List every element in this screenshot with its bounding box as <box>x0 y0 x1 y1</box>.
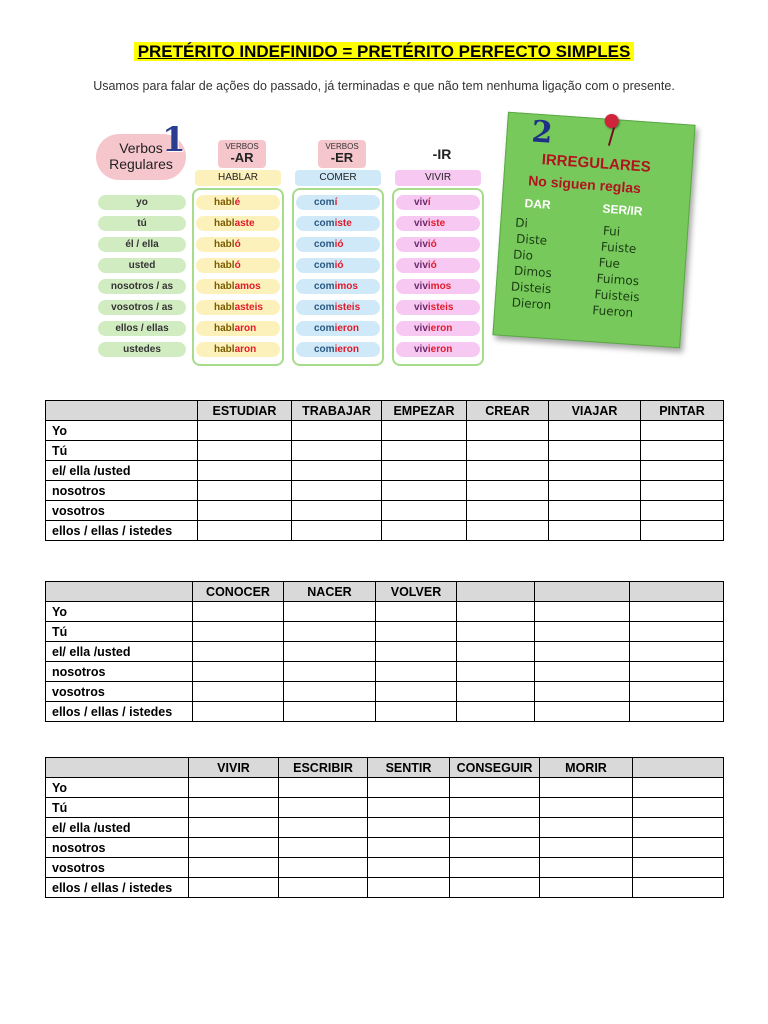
ir-form <box>396 195 480 210</box>
pronoun-row-label: el/ ella /usted <box>46 461 198 481</box>
verb-column-header: NACER <box>284 582 376 602</box>
verb-column-header: EMPEZAR <box>382 401 467 421</box>
page-subtitle: Usamos para falar de ações do passado, já terminadas e que não tem nenhuma ligação com o presente. <box>93 79 675 93</box>
table-row <box>46 501 724 521</box>
verb-ending: imos <box>427 281 452 292</box>
irregular-verbs-note <box>492 112 695 349</box>
answer-cell[interactable] <box>189 798 279 818</box>
answer-cell[interactable] <box>549 421 641 441</box>
verb-ending: ió <box>427 239 437 250</box>
ser-ir-form: Fui <box>602 223 621 239</box>
answer-cell[interactable] <box>633 878 724 898</box>
answer-cell[interactable] <box>457 622 535 642</box>
answer-cell[interactable] <box>457 662 535 682</box>
note-number: 2 <box>530 114 554 151</box>
dar-form: Dio <box>512 247 534 263</box>
verb-stem: com <box>314 281 335 292</box>
answer-cell[interactable] <box>376 602 457 622</box>
ar-group-header <box>218 140 266 168</box>
answer-cell[interactable] <box>382 421 467 441</box>
er-form <box>296 216 380 231</box>
note-subheading: No siguen reglas <box>527 172 642 197</box>
pronoun-label: yo <box>98 195 186 210</box>
dar-form: Disteis <box>510 279 552 297</box>
answer-cell[interactable] <box>368 798 450 818</box>
answer-cell[interactable] <box>284 702 376 722</box>
verb-ending: í <box>427 197 431 208</box>
verb-stem: com <box>314 197 335 208</box>
answer-cell[interactable] <box>633 818 724 838</box>
answer-cell[interactable] <box>198 421 292 441</box>
pronoun-label: ellos / ellas <box>98 321 186 336</box>
ar-form <box>196 195 280 210</box>
answer-cell[interactable] <box>540 778 633 798</box>
er-form <box>296 321 380 336</box>
ir-column-frame <box>392 188 484 366</box>
ir-form <box>396 279 480 294</box>
page-title <box>0 42 768 62</box>
answer-cell[interactable] <box>535 682 630 702</box>
table-row <box>46 642 724 662</box>
answer-cell[interactable] <box>189 818 279 838</box>
pronoun-label: nosotros / as <box>98 279 186 294</box>
ar-form <box>196 216 280 231</box>
er-form <box>296 237 380 252</box>
answer-cell[interactable] <box>540 838 633 858</box>
answer-cell[interactable] <box>450 798 540 818</box>
answer-cell[interactable] <box>633 838 724 858</box>
ir-form <box>396 258 480 273</box>
ser-ir-title: SER/IR <box>602 201 643 219</box>
answer-cell[interactable] <box>284 682 376 702</box>
pronoun-row-label: Tú <box>46 622 193 642</box>
answer-cell[interactable] <box>292 461 382 481</box>
verb-column-header: CREAR <box>467 401 549 421</box>
ar-form <box>196 321 280 336</box>
verb-stem: com <box>314 260 335 271</box>
header-corner-cell <box>46 401 198 421</box>
answer-cell[interactable] <box>292 441 382 461</box>
verb-ending: ió <box>334 239 344 250</box>
table-row <box>46 878 724 898</box>
verb-ending: ieron <box>427 323 453 334</box>
badge-number: 1 <box>162 120 186 160</box>
answer-cell[interactable] <box>382 461 467 481</box>
verb-ending: isteis <box>427 302 454 313</box>
answer-cell[interactable] <box>292 481 382 501</box>
verb-stem: viv <box>414 281 428 292</box>
answer-cell[interactable] <box>549 521 641 541</box>
verb-stem: viv <box>414 239 428 250</box>
answer-cell[interactable] <box>382 501 467 521</box>
answer-cell[interactable] <box>376 622 457 642</box>
ar-group-ending: -AR <box>230 150 254 165</box>
answer-cell[interactable] <box>450 878 540 898</box>
er-infinitive: COMER <box>295 170 381 186</box>
er-form <box>296 342 380 357</box>
note-heading: IRREGULARES <box>541 151 652 176</box>
verb-ending: ó <box>234 260 241 271</box>
pronoun-row-label: Yo <box>46 421 198 441</box>
answer-cell[interactable] <box>450 838 540 858</box>
verb-ending: amos <box>234 281 261 292</box>
pushpin-needle <box>608 126 615 146</box>
answer-cell[interactable] <box>376 662 457 682</box>
verb-stem: habl <box>214 323 235 334</box>
answer-cell[interactable] <box>376 642 457 662</box>
verb-ending: é <box>234 197 241 208</box>
ar-infinitive: HABLAR <box>195 170 281 186</box>
verb-column-header: ESCRIBIR <box>279 758 368 778</box>
pronoun-row-label: nosotros <box>46 838 189 858</box>
badge-line-1: Verbos <box>119 140 163 156</box>
answer-cell[interactable] <box>641 441 724 461</box>
pronoun-row-label: ellos / ellas / istedes <box>46 878 189 898</box>
verb-column-header: TRABAJAR <box>292 401 382 421</box>
table-row <box>46 441 724 461</box>
pronoun-label: él / ella <box>98 237 186 252</box>
dar-form: Di <box>514 215 529 231</box>
table-row <box>46 818 724 838</box>
verb-stem: viv <box>414 323 428 334</box>
verb-ending: ieron <box>334 344 360 355</box>
answer-cell[interactable] <box>279 798 368 818</box>
verb-stem: viv <box>414 344 428 355</box>
verb-column-header: VIAJAR <box>549 401 641 421</box>
pronoun-row-label: Yo <box>46 602 193 622</box>
verb-column-header: CONSEGUIR <box>450 758 540 778</box>
verb-ending: ó <box>234 239 241 250</box>
verb-stem: viv <box>414 197 428 208</box>
answer-cell[interactable] <box>193 702 284 722</box>
answer-cell[interactable] <box>368 838 450 858</box>
table-row <box>46 778 724 798</box>
er-form <box>296 279 380 294</box>
answer-cell[interactable] <box>284 622 376 642</box>
answer-cell[interactable] <box>382 481 467 501</box>
answer-cell[interactable] <box>467 421 549 441</box>
verb-column-header <box>457 582 535 602</box>
ir-infinitive: VIVIR <box>395 170 481 186</box>
er-group-ending: -ER <box>330 150 354 165</box>
verb-column-header: VOLVER <box>376 582 457 602</box>
pronoun-label: ustedes <box>98 342 186 357</box>
answer-cell[interactable] <box>457 702 535 722</box>
verb-column-header: CONOCER <box>193 582 284 602</box>
answer-cell[interactable] <box>535 622 630 642</box>
answer-cell[interactable] <box>457 602 535 622</box>
table-row <box>46 481 724 501</box>
table-row <box>46 798 724 818</box>
pronoun-row-label: Tú <box>46 441 198 461</box>
header-corner-cell <box>46 582 193 602</box>
table-row <box>46 521 724 541</box>
ar-column-frame <box>192 188 284 366</box>
answer-cell[interactable] <box>284 602 376 622</box>
table-header-row <box>46 401 724 421</box>
answer-cell[interactable] <box>467 481 549 501</box>
verb-ending: ió <box>427 260 437 271</box>
verb-stem: com <box>314 344 335 355</box>
table-row <box>46 602 724 622</box>
verb-ending: ieron <box>427 344 453 355</box>
ir-group-ending: -IR <box>432 146 452 162</box>
answer-cell[interactable] <box>189 778 279 798</box>
answer-cell[interactable] <box>198 461 292 481</box>
pronoun-row-label: Tú <box>46 798 189 818</box>
answer-cell[interactable] <box>193 642 284 662</box>
header-corner-cell <box>46 758 189 778</box>
verb-ending: isteis <box>334 302 361 313</box>
dar-title: DAR <box>524 196 552 212</box>
er-column-frame <box>292 188 384 366</box>
answer-cell[interactable] <box>540 798 633 818</box>
table-row <box>46 461 724 481</box>
answer-cell[interactable] <box>540 858 633 878</box>
verb-column-header: MORIR <box>540 758 633 778</box>
verb-ending: aron <box>234 344 257 355</box>
table-row <box>46 838 724 858</box>
answer-cell[interactable] <box>450 818 540 838</box>
verb-column-header: PINTAR <box>641 401 724 421</box>
pronoun-row-label: vosotros <box>46 501 198 521</box>
answer-cell[interactable] <box>279 818 368 838</box>
pronoun-row-label: ellos / ellas / istedes <box>46 521 198 541</box>
pushpin-icon <box>604 113 619 128</box>
answer-cell[interactable] <box>382 521 467 541</box>
answer-cell[interactable] <box>540 818 633 838</box>
answer-cell[interactable] <box>292 501 382 521</box>
answer-cell[interactable] <box>641 501 724 521</box>
answer-cell[interactable] <box>189 858 279 878</box>
ser-ir-form: Fuisteis <box>594 287 641 305</box>
table-row <box>46 622 724 642</box>
answer-cell[interactable] <box>189 878 279 898</box>
answer-cell[interactable] <box>368 878 450 898</box>
ir-form <box>396 300 480 315</box>
verb-stem: habl <box>214 239 235 250</box>
answer-cell[interactable] <box>549 441 641 461</box>
worksheet-table-1 <box>45 400 724 541</box>
verb-stem: com <box>314 302 335 313</box>
verb-ending: asteis <box>234 302 263 313</box>
verb-stem: habl <box>214 260 235 271</box>
pronoun-row-label: nosotros <box>46 662 193 682</box>
verb-stem: habl <box>214 344 235 355</box>
pronoun-row-label: nosotros <box>46 481 198 501</box>
ir-form <box>396 342 480 357</box>
verb-ending: aste <box>234 218 255 229</box>
verb-stem: viv <box>414 218 428 229</box>
answer-cell[interactable] <box>368 818 450 838</box>
answer-cell[interactable] <box>549 481 641 501</box>
answer-cell[interactable] <box>189 838 279 858</box>
verb-ending: iste <box>334 218 352 229</box>
answer-cell[interactable] <box>467 461 549 481</box>
pronoun-row-label: vosotros <box>46 682 193 702</box>
answer-cell[interactable] <box>633 858 724 878</box>
verb-column-header <box>630 582 724 602</box>
answer-cell[interactable] <box>535 702 630 722</box>
pronoun-row-label: Yo <box>46 778 189 798</box>
answer-cell[interactable] <box>630 602 724 622</box>
verb-stem: habl <box>214 281 235 292</box>
answer-cell[interactable] <box>279 878 368 898</box>
answer-cell[interactable] <box>193 602 284 622</box>
answer-cell[interactable] <box>382 441 467 461</box>
verb-stem: habl <box>214 302 235 313</box>
table-row <box>46 662 724 682</box>
answer-cell[interactable] <box>193 662 284 682</box>
ar-form <box>196 258 280 273</box>
answer-cell[interactable] <box>292 421 382 441</box>
ir-form <box>396 237 480 252</box>
ir-form <box>396 321 480 336</box>
ser-ir-form: Fueron <box>591 303 634 320</box>
table-row <box>46 682 724 702</box>
table-row <box>46 702 724 722</box>
answer-cell[interactable] <box>549 501 641 521</box>
pronoun-row-label: vosotros <box>46 858 189 878</box>
verb-stem: viv <box>414 260 428 271</box>
conjugation-graphic <box>92 108 704 370</box>
verb-ending: imos <box>334 281 358 292</box>
verb-stem: habl <box>214 197 235 208</box>
verb-column-header: VIVIR <box>189 758 279 778</box>
answer-cell[interactable] <box>198 521 292 541</box>
verb-ending: ió <box>334 260 344 271</box>
answer-cell[interactable] <box>467 501 549 521</box>
answer-cell[interactable] <box>198 441 292 461</box>
answer-cell[interactable] <box>630 642 724 662</box>
verb-column-header <box>535 582 630 602</box>
answer-cell[interactable] <box>641 521 724 541</box>
ar-group-tag: VERBOS <box>225 142 259 151</box>
table-header-row <box>46 758 724 778</box>
answer-cell[interactable] <box>630 662 724 682</box>
pronoun-row-label: el/ ella /usted <box>46 642 193 662</box>
er-group-header <box>318 140 366 168</box>
answer-cell[interactable] <box>535 642 630 662</box>
verb-ending: aron <box>234 323 257 334</box>
worksheet-table-2 <box>45 581 724 722</box>
ser-ir-form: Fuiste <box>600 239 637 256</box>
page-title-text: PRETÉRITO INDEFINIDO = PRETÉRITO PERFECTO SIMPLES <box>134 42 635 61</box>
answer-cell[interactable] <box>198 501 292 521</box>
er-form <box>296 258 380 273</box>
answer-cell[interactable] <box>368 778 450 798</box>
pronoun-label: tú <box>98 216 186 231</box>
answer-cell[interactable] <box>535 662 630 682</box>
answer-cell[interactable] <box>549 461 641 481</box>
table-header-row <box>46 582 724 602</box>
ser-ir-form: Fuimos <box>596 271 640 289</box>
answer-cell[interactable] <box>630 622 724 642</box>
answer-cell[interactable] <box>450 778 540 798</box>
table-row <box>46 421 724 441</box>
answer-cell[interactable] <box>198 481 292 501</box>
verb-stem: viv <box>414 302 428 313</box>
answer-cell[interactable] <box>630 702 724 722</box>
answer-cell[interactable] <box>279 838 368 858</box>
answer-cell[interactable] <box>467 441 549 461</box>
er-form <box>296 300 380 315</box>
ir-form <box>396 216 480 231</box>
answer-cell[interactable] <box>450 858 540 878</box>
dar-form: Diste <box>515 231 548 248</box>
verb-stem: com <box>314 218 335 229</box>
answer-cell[interactable] <box>376 702 457 722</box>
answer-cell[interactable] <box>284 642 376 662</box>
answer-cell[interactable] <box>467 521 549 541</box>
answer-cell[interactable] <box>535 602 630 622</box>
ar-form <box>196 279 280 294</box>
answer-cell[interactable] <box>368 858 450 878</box>
verb-ending: í <box>334 197 338 208</box>
answer-cell[interactable] <box>376 682 457 702</box>
verb-ending: ieron <box>334 323 360 334</box>
ser-ir-form: Fue <box>598 255 621 271</box>
answer-cell[interactable] <box>279 858 368 878</box>
verb-column-header: ESTUDIAR <box>198 401 292 421</box>
table-row <box>46 858 724 878</box>
ar-form <box>196 237 280 252</box>
pronoun-label: vosotros / as <box>98 300 186 315</box>
answer-cell[interactable] <box>193 622 284 642</box>
pronoun-row-label: ellos / ellas / istedes <box>46 702 193 722</box>
pronoun-label: usted <box>98 258 186 273</box>
answer-cell[interactable] <box>284 662 376 682</box>
answer-cell[interactable] <box>540 878 633 898</box>
answer-cell[interactable] <box>633 798 724 818</box>
answer-cell[interactable] <box>193 682 284 702</box>
er-form <box>296 195 380 210</box>
answer-cell[interactable] <box>292 521 382 541</box>
verb-stem: habl <box>214 218 235 229</box>
answer-cell[interactable] <box>633 778 724 798</box>
answer-cell[interactable] <box>641 421 724 441</box>
answer-cell[interactable] <box>457 682 535 702</box>
verb-stem: com <box>314 239 335 250</box>
verb-ending: iste <box>427 218 446 229</box>
badge-line-2: Regulares <box>109 156 173 172</box>
er-group-tag: VERBOS <box>325 142 359 151</box>
answer-cell[interactable] <box>457 642 535 662</box>
answer-cell[interactable] <box>641 481 724 501</box>
verb-column-header: SENTIR <box>368 758 450 778</box>
dar-form: Dieron <box>511 295 552 313</box>
dar-form: Dimos <box>513 263 553 281</box>
worksheet-table-3 <box>45 757 724 898</box>
verb-column-header <box>633 758 724 778</box>
verb-stem: com <box>314 323 335 334</box>
pronoun-row-label: el/ ella /usted <box>46 818 189 838</box>
ar-form <box>196 342 280 357</box>
answer-cell[interactable] <box>630 682 724 702</box>
ar-form <box>196 300 280 315</box>
answer-cell[interactable] <box>279 778 368 798</box>
answer-cell[interactable] <box>641 461 724 481</box>
